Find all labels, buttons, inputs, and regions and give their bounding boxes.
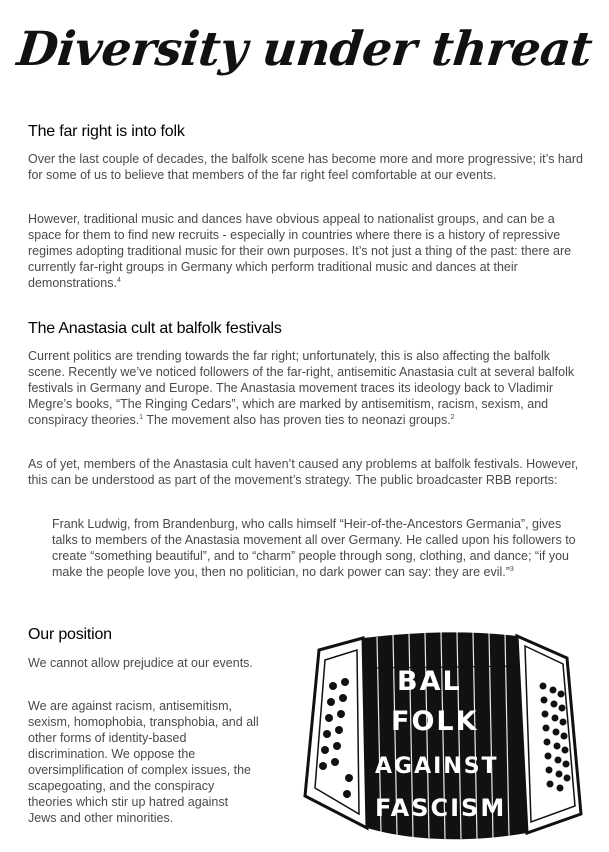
paragraph: [28, 348, 584, 428]
footnote-ref: 1: [139, 413, 144, 421]
bellows-line-against: AGAINST: [375, 754, 499, 779]
paragraph: We are against racism, antisemitism, sexism, homophobia, transphobia, and all other forms of identity-based discrimination. We oppose the oversimplification of complex issues, the scapegoating, and the conspiracy theories which stir up hatred against Jews and other minorities.: [28, 699, 259, 825]
footnote-ref: 3: [509, 565, 514, 573]
bellows-line-bal: BAL: [397, 666, 462, 697]
paragraph: [28, 211, 584, 291]
footnote-ref: 2: [450, 413, 455, 421]
paragraph: We cannot allow prejudice at our events.: [28, 656, 253, 670]
right-keyboard: [517, 636, 581, 833]
footnote-ref: 4: [116, 276, 121, 284]
paragraph-text: Current politics are trending towards the far right; unfortunately, this is also affecting the balfolk scene. Recently we’ve noticed followers of the far-right, antisemitic Anastasia cult at several balfolk festivals in Germany and Europe. The Anastasia movement traces its ideology back to Vladimir Megre’s books, “The Ringing Cedars”, which are marked by antisemitism, racism, sexism, and conspiracy theories.: [28, 349, 575, 427]
section-heading-far-right: The far right is into folk: [28, 123, 185, 140]
paragraph: Over the last couple of decades, the balfolk scene has become more and more progressive; it’s hard for some of us to believe that members of the far right feel comfortable at our events.: [28, 152, 583, 182]
bellows: [363, 632, 527, 839]
accordion-icon: [285, 628, 595, 848]
page-title: Diversity under threat: [14, 22, 595, 77]
left-button-board: [305, 638, 367, 828]
section-heading-anastasia: The Anastasia cult at balfolk festivals: [28, 320, 282, 337]
accordion-illustration: [285, 628, 595, 848]
bellows-line-fascism: FASCISM: [375, 794, 507, 822]
section-heading-our-position: Our position: [28, 626, 112, 643]
paragraph-text: However, traditional music and dances have obvious appeal to nationalist groups, and can be a space for them to find new recruits - especially in countries where there is a history of repressive regimes adopting traditional music for their own purposes. It’s not just a thing of the past: there are currently far-right groups in Germany which perform traditional music and dances at their demonstrations.: [28, 212, 572, 290]
quote-text: Frank Ludwig, from Brandenburg, who calls himself “Heir-of-the-Ancestors Germania”, gives talks to members of the Anastasia movement all over Germany. He called upon his followers to create “something beautiful”, and to “charm” people through song, clothing, and dance; “if you make the people love you, then no politician, no dark power can say: they are evil.”: [52, 517, 576, 579]
paragraph-text: The movement also has proven ties to neonazi groups.: [143, 413, 451, 427]
bellows-line-folk: FOLK: [391, 706, 479, 737]
paragraph: As of yet, members of the Anastasia cult haven’t caused any problems at balfolk festivals. However, this can be understood as part of the movement’s strategy. The public broadcaster RBB reports:: [28, 457, 579, 487]
block-quote: [52, 516, 586, 580]
